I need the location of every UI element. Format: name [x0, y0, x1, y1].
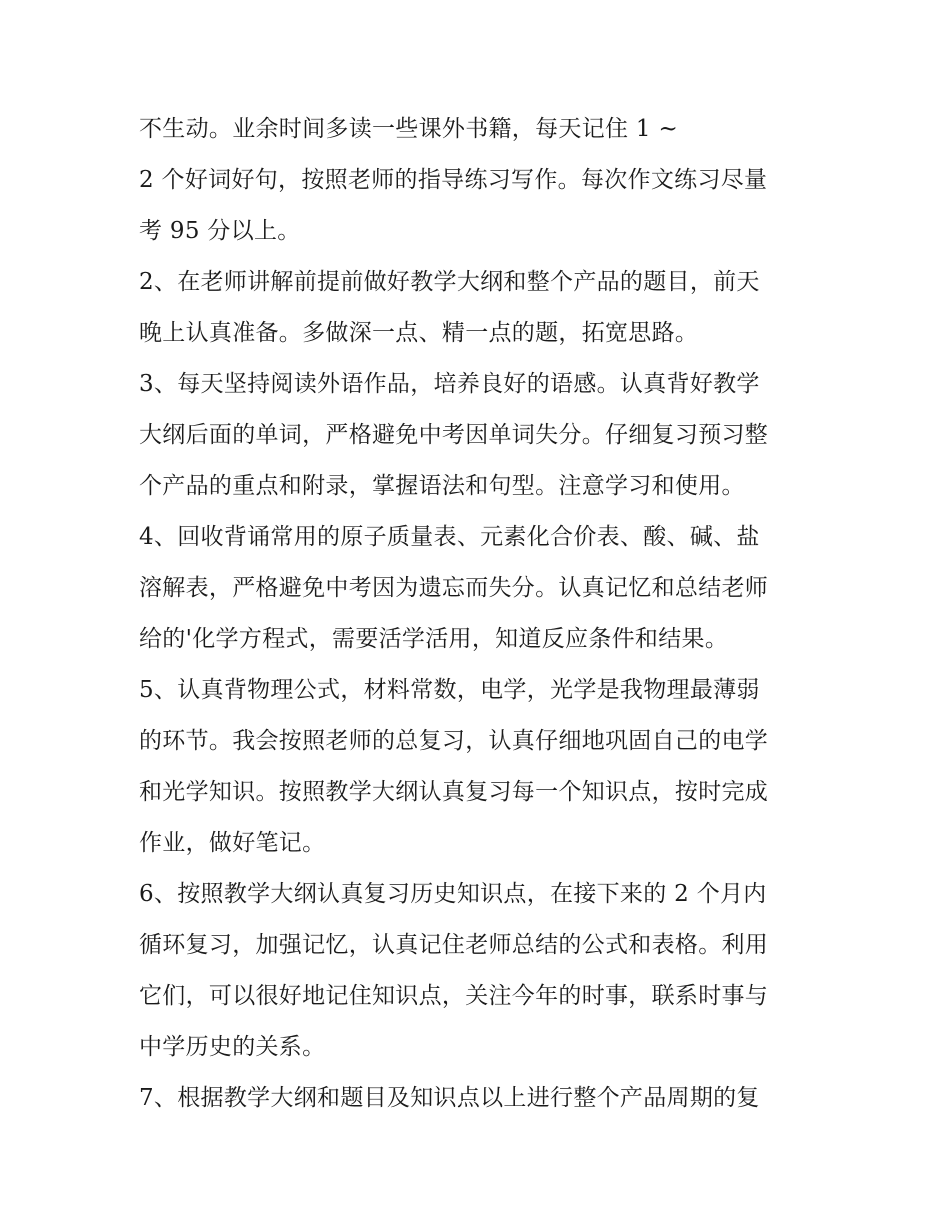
text-line: 4、回收背诵常用的原子质量表、元素化合价表、酸、碱、盐: [139, 524, 760, 550]
text-line: 不生动。业余时间多读一些课外书籍，每天记住 1 ~: [139, 116, 679, 142]
text-line: 2、在老师讲解前提前做好教学大纲和整个产品的题目，前天: [139, 269, 760, 295]
text-line: 考 95 分以上。: [139, 218, 301, 244]
document-body: [139, 104, 829, 1124]
text-line: 的环节。我会按照老师的总复习，认真仔细地巩固自己的电学: [139, 728, 769, 754]
text-line: 给的'化学方程式，需要活学活用，知道反应条件和结果。: [139, 626, 729, 652]
text-line: 循环复习，加强记忆，认真记住老师总结的公式和表格。利用: [139, 932, 769, 958]
text-line: 5、认真背物理公式，材料常数，电学，光学是我物理最薄弱: [139, 677, 760, 703]
text-line: 溶解表，严格避免中考因为遗忘而失分。认真记忆和总结老师: [139, 575, 769, 601]
text-line: 3、每天坚持阅读外语作品，培养良好的语感。认真背好教学: [139, 371, 760, 397]
text-line: 大纲后面的单词，严格避免中考因单词失分。仔细复习预习整: [139, 422, 769, 448]
text-line: 个产品的重点和附录，掌握语法和句型。注意学习和使用。: [139, 473, 745, 499]
text-line: 7、根据教学大纲和题目及知识点以上进行整个产品周期的复: [139, 1085, 760, 1111]
text-line: 它们，可以很好地记住知识点，关注今年的时事，联系时事与: [139, 983, 769, 1009]
text-line: 和光学知识。按照教学大纲认真复习每一个知识点，按时完成: [139, 779, 769, 805]
text-line: 2 个好词好句，按照老师的指导练习写作。每次作文练习尽量: [139, 167, 768, 193]
text-line: 中学历史的关系。: [139, 1034, 326, 1060]
text-line: 6、按照教学大纲认真复习历史知识点，在接下来的 2 个月内: [139, 881, 767, 907]
text-line: 晚上认真准备。多做深一点、精一点的题，拓宽思路。: [139, 320, 699, 346]
text-line: 作业，做好笔记。: [139, 830, 326, 856]
